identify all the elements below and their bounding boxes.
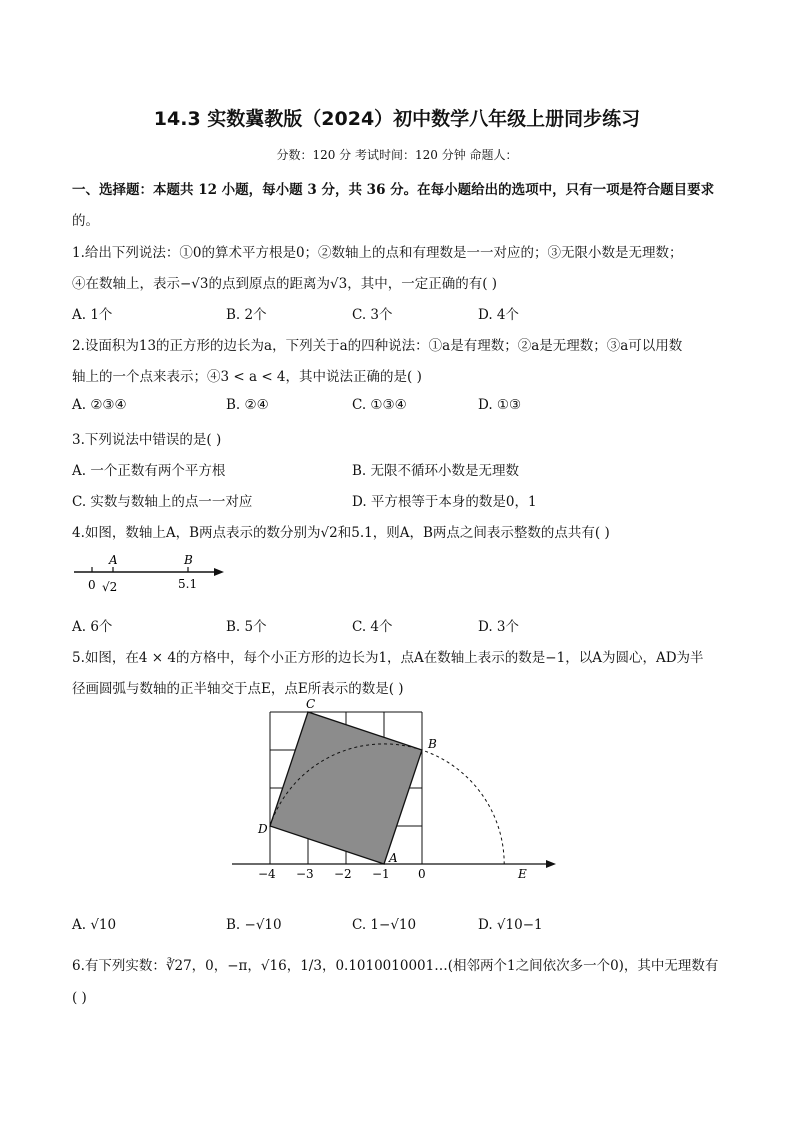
q5-label-d: D [258,822,268,836]
q1-option-b: B. 2个 [226,307,267,323]
q1-option-d: D. 4个 [478,307,520,323]
q2-stem-line1: 2.设面积为13的正方形的边长为a，下列关于a的四种说法：①a是有理数；②a是无理数；③a可以用数 [72,338,683,354]
exam-info: 分数：120 分 考试时间：120 分钟 命题人： [276,148,518,162]
section-instruction-line2: 的。 [72,213,99,229]
q6-stem-line1: 6.有下列实数：∛27，0，−π，√16，1/3，0.1010010001…(相邻两个1之间依次多一个0)，其中无理数有 [72,958,719,974]
q5-stem-line2: 径画圆弧与数轴的正半轴交于点E，点E所表示的数是( ) [72,681,404,697]
q2-option-d: D. ①③ [478,397,522,413]
q5-option-c: C. 1−√10 [352,917,417,933]
q5-tick-neg1: −1 [372,867,390,881]
q4-label-0: 0 [88,578,96,592]
q4-option-d: D. 3个 [478,619,520,635]
q2-option-c: C. ①③④ [352,397,407,413]
q2-stem-line2: 轴上的一个点来表示；④3 < a < 4，其中说法正确的是( ) [72,369,422,385]
q1-option-a: A. 1个 [72,307,113,323]
q4-label-sqrt2: √2 [102,580,118,594]
q3-option-c: C. 实数与数轴上的点一一对应 [72,494,253,510]
q4-label-b: B [184,553,193,567]
q2-option-b: B. ②④ [226,397,269,413]
section-instruction-line1: 一、选择题：本题共 12 小题，每小题 3 分，共 36 分。在每小题给出的选项中，只有一项是符合题目要求 [72,182,715,198]
q4-option-a: A. 6个 [72,619,113,635]
q5-tick-neg4: −4 [258,867,276,881]
q6-stem-line2: ( ) [72,990,87,1006]
q3-option-b: B. 无限不循环小数是无理数 [352,463,520,479]
q5-label-e: E [518,867,527,881]
q5-option-a: A. √10 [72,917,117,933]
q5-tick-neg3: −3 [296,867,314,881]
q4-axis-arrow [214,568,224,576]
q5-shaded-square [270,712,422,864]
q4-option-c: C. 4个 [352,619,393,635]
q4-option-b: B. 5个 [226,619,267,635]
q4-number-line-figure [70,548,240,598]
q2-option-a: A. ②③④ [72,397,127,413]
page-title: 14.3 实数冀教版（2024）初中数学八年级上册同步练习 [153,108,641,130]
q3-stem: 3.下列说法中错误的是( ) [72,432,222,448]
q4-label-5-1: 5.1 [178,577,198,591]
q5-label-a: A [389,851,398,865]
q5-option-d: D. √10−1 [478,917,543,933]
q5-stem-line1: 5.如图，在4 × 4的方格中，每个小正方形的边长为1，点A在数轴上表示的数是−1，以A为圆心，AD为半 [72,650,704,666]
q4-label-a: A [109,553,118,567]
q5-axis-arrow [546,860,556,868]
q5-tick-neg2: −2 [334,867,352,881]
q5-grid-figure [228,694,568,886]
q3-option-a: A. 一个正数有两个平方根 [72,463,226,479]
q3-option-d: D. 平方根等于本身的数是0，1 [352,494,537,510]
q5-label-c: C [306,697,316,711]
q1-stem-line1: 1.给出下列说法：①0的算术平方根是0；②数轴上的点和有理数是一一对应的；③无限小数是无理数； [72,245,683,261]
q5-option-b: B. −√10 [226,917,282,933]
q4-stem: 4.如图，数轴上A，B两点表示的数分别为√2和5.1，则A，B两点之间表示整数的点共有( ) [72,525,610,541]
q1-stem-line2: ④在数轴上，表示−√3的点到原点的距离为√3，其中，一定正确的有( ) [72,276,498,292]
q1-option-c: C. 3个 [352,307,393,323]
q5-tick-0: 0 [418,867,426,881]
q5-label-b: B [428,737,437,751]
